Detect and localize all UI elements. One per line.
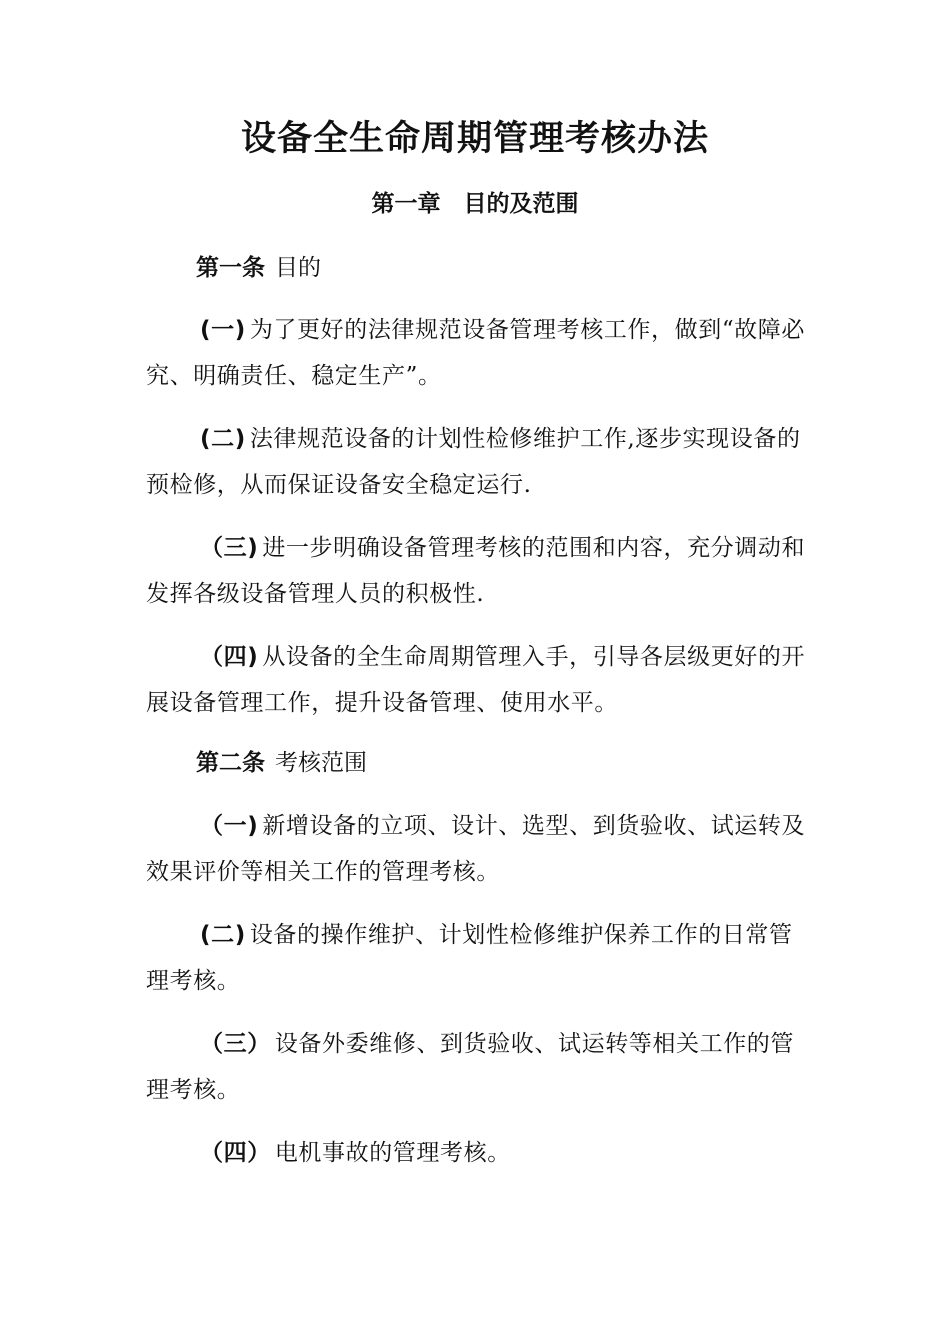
article-number: 第一条 xyxy=(196,255,265,281)
clause-number: （三） xyxy=(200,1031,271,1057)
article-heading-1 xyxy=(196,250,321,286)
clause-text: 进一步明确设备管理考核的范围和内容，充分调动和发挥各级设备管理人员的积极性. xyxy=(146,535,806,607)
article-subject: 考核范围 xyxy=(275,750,367,776)
article-heading-2 xyxy=(196,745,367,781)
chapter-heading: 第一章 目的及范围 xyxy=(371,191,579,217)
clause-text: 从设备的全生命周期管理入手，引导各层级更好的开展设备管理工作，提升设备管理、使用水平。 xyxy=(146,644,806,716)
article-subject: 目的 xyxy=(275,255,321,281)
clause-number: （一) xyxy=(200,813,259,839)
clause-1-4 xyxy=(146,634,806,726)
clause-1-3 xyxy=(146,525,806,617)
document-title: 设备全生命周期管理考核办法 xyxy=(240,119,709,159)
clause-text: 设备的操作维护、计划性检修维护保养工作的日常管理考核。 xyxy=(146,922,793,994)
clause-number: (二) xyxy=(200,922,246,948)
clause-1-2 xyxy=(146,416,806,508)
clause-number: (一) xyxy=(200,317,246,343)
clause-text: 新增设备的立项、设计、选型、到货验收、试运转及效果评价等相关工作的管理考核。 xyxy=(146,813,806,885)
clause-2-1 xyxy=(146,803,806,895)
clause-text: 设备外委维修、到货验收、试运转等相关工作的管理考核。 xyxy=(146,1031,795,1103)
clause-number: （四） xyxy=(200,1140,271,1166)
clause-1-1 xyxy=(146,307,806,399)
clause-2-4 xyxy=(146,1130,806,1176)
clause-text: 电机事故的管理考核。 xyxy=(274,1140,511,1166)
clause-2-2 xyxy=(146,912,806,1004)
clause-text: 法律规范设备的计划性检修维护工作,逐步实现设备的预检修，从而保证设备安全稳定运行. xyxy=(146,426,801,498)
clause-number: （三) xyxy=(200,535,259,561)
clause-number: （四) xyxy=(200,644,259,670)
article-number: 第二条 xyxy=(196,750,265,776)
clause-text: 为了更好的法律规范设备管理考核工作，做到“故障必究、明确责任、稳定生产”。 xyxy=(146,317,805,389)
clause-number: (二) xyxy=(200,426,246,452)
clause-2-3 xyxy=(146,1021,806,1113)
